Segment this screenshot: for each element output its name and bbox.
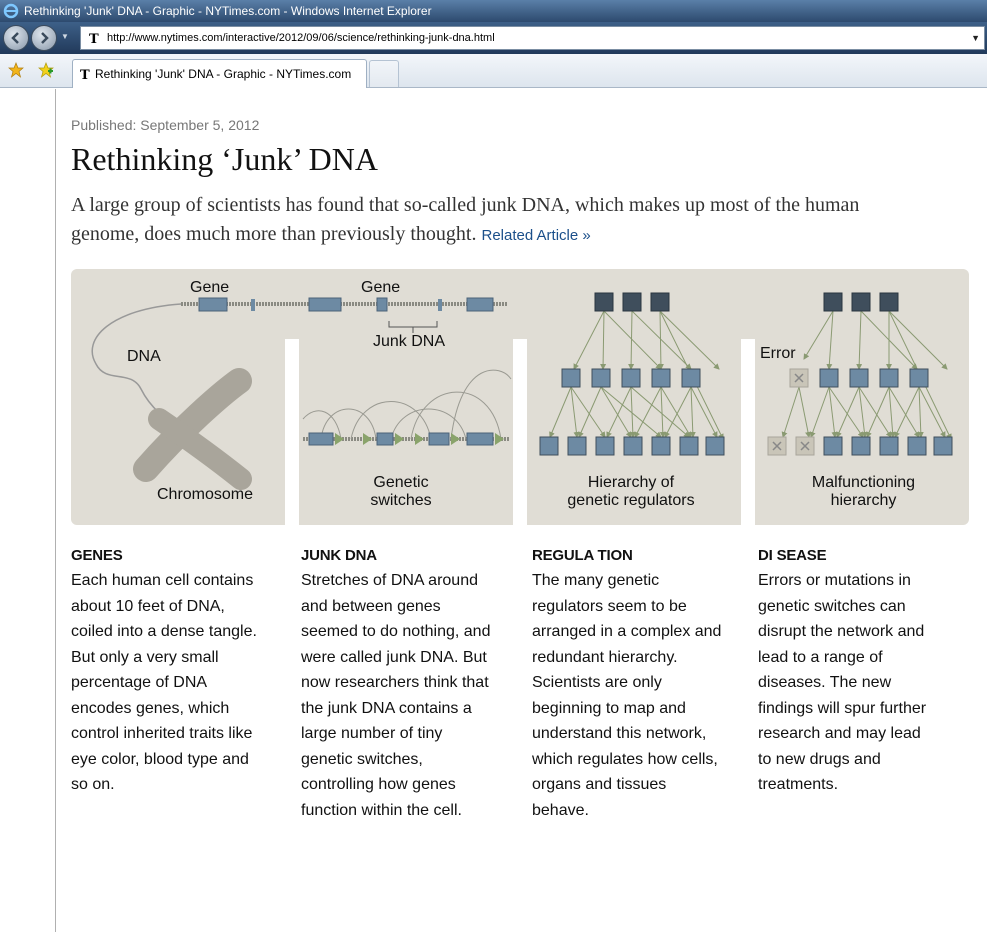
back-arrow-icon <box>9 31 23 45</box>
gene-box <box>309 298 341 311</box>
published-date: Published: September 5, 2012 <box>71 117 260 133</box>
gene-box <box>467 298 493 311</box>
page-left-border <box>55 89 56 932</box>
address-url: http://www.nytimes.com/interactive/2012/09/06/science/rethinking-junk-dna.html <box>107 32 495 44</box>
history-dropdown-icon[interactable]: ▼ <box>61 32 69 41</box>
chromosome-shape <box>146 381 241 479</box>
internet-explorer-icon <box>3 3 19 19</box>
favorites-star-icon[interactable] <box>8 62 24 78</box>
section-heading: REGULA TION <box>532 547 633 564</box>
hierarchy-label <box>541 474 721 510</box>
section-genes <box>71 547 261 798</box>
section-junk-dna <box>301 547 491 823</box>
new-tab-button[interactable] <box>369 60 399 87</box>
back-button[interactable] <box>3 25 29 51</box>
section-body: The many genetic regulators seem to be arranged in a complex and redundant hierarchy. Scientists are only beginning to map and understand this network, which regulates how cells, organs and tissues behave. <box>532 572 722 819</box>
address-dropdown-icon[interactable]: ▼ <box>971 33 980 43</box>
malfunctioning-label-line-1: Malfunctioning <box>811 474 916 491</box>
tab-label: Rethinking 'Junk' DNA - Graphic - NYTimes.com <box>95 67 352 81</box>
svg-text:T: T <box>89 32 99 46</box>
forward-button[interactable] <box>31 25 57 51</box>
section-body: Each human cell contains about 10 feet of DNA, coiled into a dense tangle. But only a very small percentage of DNA encodes genes, which control inherited traits like eye color, blood type and so on. <box>71 572 257 793</box>
regulator-hierarchy <box>540 293 724 455</box>
article-headline: Rethinking ‘Junk’ DNA <box>71 141 378 177</box>
malfunctioning-label <box>791 474 936 510</box>
svg-text:T: T <box>80 68 90 82</box>
section-heading: GENES <box>71 547 123 564</box>
related-article-link[interactable]: Related Article » <box>481 227 591 244</box>
window-title-bar <box>0 0 987 22</box>
nytimes-tab-favicon-icon <box>77 66 93 82</box>
section-regulation <box>532 547 722 823</box>
forward-arrow-icon <box>37 31 51 45</box>
address-bar[interactable] <box>80 26 985 50</box>
error-label: Error <box>760 345 796 362</box>
genetic-switches-label <box>341 474 461 510</box>
gene-box <box>199 298 227 311</box>
dna-graphic <box>71 269 969 525</box>
malfunctioning-hierarchy <box>768 293 952 455</box>
hierarchy-label-line-1: Hierarchy of <box>587 474 675 491</box>
hierarchy-label-line-2: genetic regulators <box>567 492 695 509</box>
article-dek <box>71 191 931 250</box>
add-favorites-icon[interactable] <box>38 62 54 78</box>
junk-dna-label: Junk DNA <box>373 333 446 350</box>
dek-text: A large group of scientists has found that so-called junk DNA, which makes up most of the human genome, does much more than previously thought. <box>71 194 860 245</box>
tab-bar <box>0 54 987 88</box>
dna-label: DNA <box>127 348 161 365</box>
page-content <box>0 89 987 932</box>
section-heading: JUNK DNA <box>301 547 377 564</box>
section-body: Stretches of DNA around and between genes seemed to do nothing, and were called junk DNA. But now researchers think that the junk DNA contains a large number of tiny genetic switches, controlling how genes function within the cell. <box>301 572 491 819</box>
genetic-switches-illustration <box>303 370 511 445</box>
tab-rethinking-junk-dna[interactable] <box>72 59 367 88</box>
window-title: Rethinking 'Junk' DNA - Graphic - NYTimes.com - Windows Internet Explorer <box>24 4 432 18</box>
junk-dna-bracket <box>389 321 437 333</box>
chromosome-label: Chromosome <box>157 486 254 503</box>
gene-label-2: Gene <box>361 279 401 296</box>
malfunctioning-label-line-2: hierarchy <box>830 492 897 509</box>
switches-label-line-1: Genetic <box>373 474 429 491</box>
switches-label-line-2: switches <box>370 492 432 509</box>
nytimes-favicon-icon <box>86 30 102 46</box>
section-heading: DI SEASE <box>758 547 827 564</box>
section-body: Errors or mutations in genetic switches can disrupt the network and lead to a range of diseases. The new findings will spur further research and may lead to new drugs and treatments. <box>758 572 927 793</box>
section-disease <box>758 547 938 798</box>
navigation-bar <box>0 22 987 54</box>
gene-label-1: Gene <box>190 279 230 296</box>
